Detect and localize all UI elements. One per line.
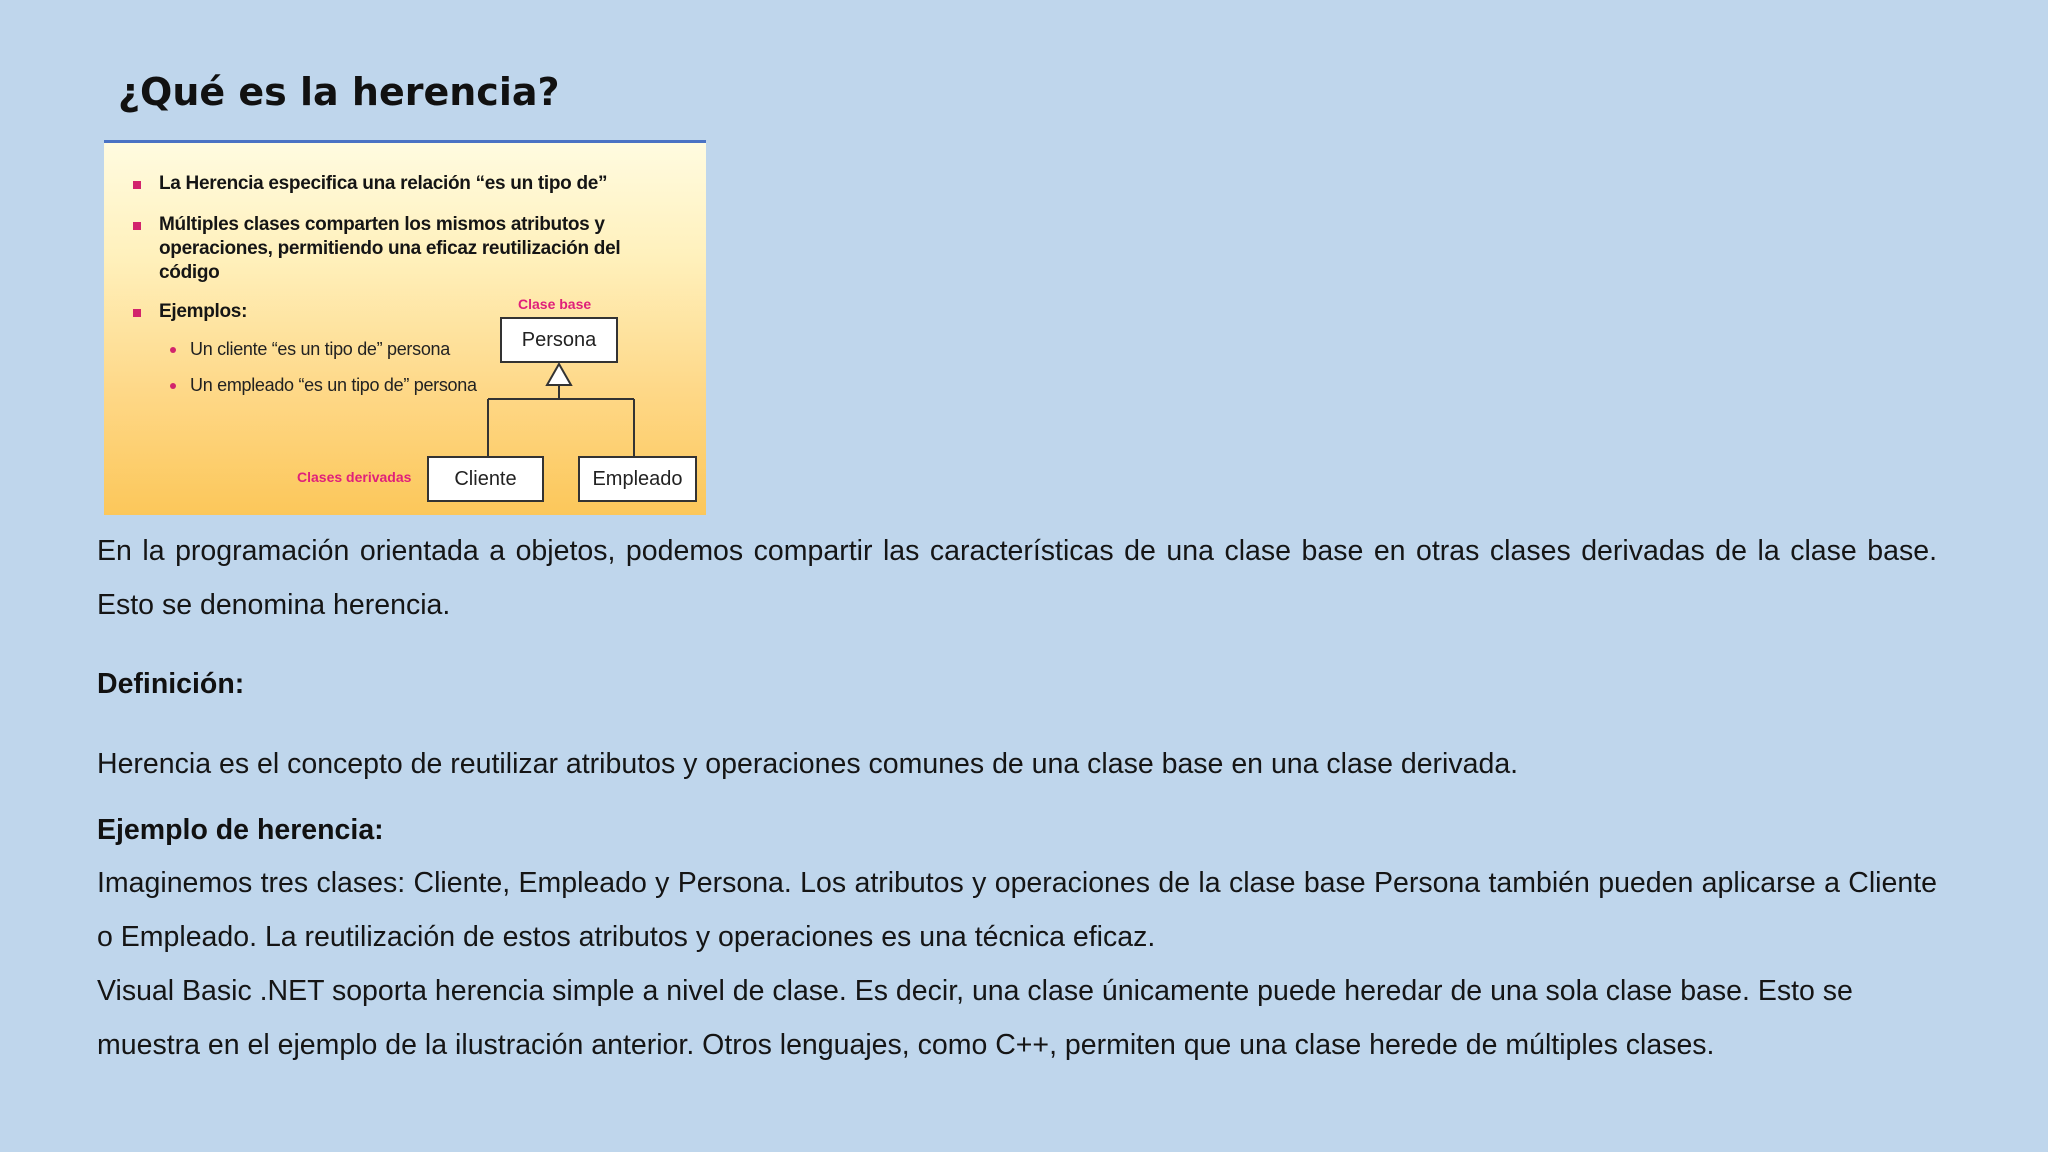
definition-heading: Definición: (97, 668, 245, 700)
example-paragraph: Imaginemos tres clases: Cliente, Empleado y Persona. Los atributos y operaciones de la clase base Persona también pueden aplicarse a Cliente o Empleado. La reutilización de estos atributos y operaciones es una técnica eficaz. (97, 867, 1937, 953)
derived-class-box-empleado: Empleado (578, 456, 697, 502)
slide-sub-bullet: Un cliente “es un tipo de” persona (190, 339, 450, 359)
slide-bullet-continuation: código (159, 262, 220, 283)
vb-paragraph-line-2: muestra en el ejemplo de la ilustración anterior. Otros lenguajes, como C++, permiten que una clase herede de múltiples clases. (97, 1029, 1715, 1061)
vb-paragraph-line-1: Visual Basic .NET soporta herencia simple a nivel de clase. Es decir, una clase únicamente puede heredar de una sola clase base. Esto se (97, 975, 1853, 1007)
base-class-box: Persona (500, 317, 618, 363)
derived-classes-label: Clases derivadas (297, 469, 412, 485)
slide-bullet: Ejemplos: (159, 301, 248, 322)
slide-bullet-continuation: operaciones, permitiendo una eficaz reutilización del (159, 238, 621, 259)
inheritance-slide-image (104, 140, 706, 515)
example-heading: Ejemplo de herencia: (97, 814, 384, 846)
slide-bullet: Múltiples clases comparten los mismos atributos y (159, 214, 605, 235)
intro-paragraph: En la programación orientada a objetos, podemos compartir las características de una clase base en otras clases derivadas de la clase base. Esto se denomina herencia. (97, 535, 1937, 621)
slide-sub-bullet: Un empleado “es un tipo de” persona (190, 375, 477, 395)
base-class-label: Clase base (518, 296, 592, 312)
slide-bullet: La Herencia especifica una relación “es un tipo de” (159, 173, 608, 194)
definition-paragraph: Herencia es el concepto de reutilizar atributos y operaciones comunes de una clase base en una clase derivada. (97, 748, 1519, 780)
inheritance-arrow-icon (547, 364, 571, 385)
derived-class-box-cliente: Cliente (427, 456, 544, 502)
page-title: ¿Qué es la herencia? (118, 70, 560, 114)
